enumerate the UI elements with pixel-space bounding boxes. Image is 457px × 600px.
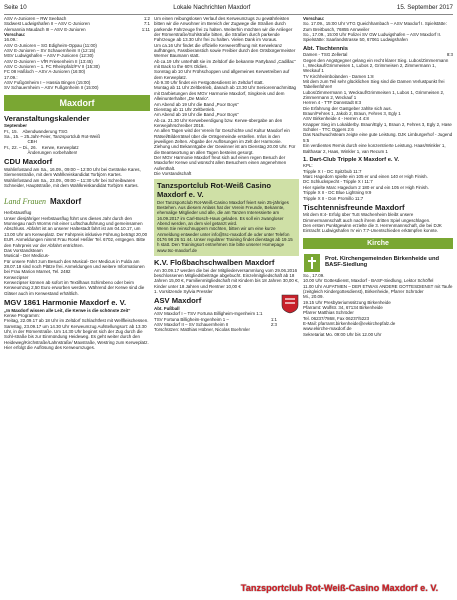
prot-title: Prot. Kirchengemeinden Birkenheide und BASF-Siedlung xyxy=(325,255,440,269)
kv-title: K.V. Floßbachschwalben Maxdorf xyxy=(154,257,275,267)
vorschau-label: Vorschau: xyxy=(4,32,26,38)
mgv-title: MGV 1861 Harmonie Maxdorf e. V. xyxy=(4,297,127,307)
asv-result-row: ASV Maxdorf I – TSV Fortuna Billigheim-Ingenheim 1:1 xyxy=(154,311,263,317)
results-list xyxy=(4,16,150,32)
result-row: Südwest Ludwigshafen II – ASV C-Junioren 7:1 xyxy=(4,21,150,27)
page-number: Seite 10 xyxy=(4,3,27,11)
kv-text: Am 30.09.17 werden die bei der Mitgliederversammlung vom 29.06.2016 beschlossenen Mitgliedsbeiträge abgebucht. Einzelmitgliedschaft ab 18 Jahren 15,00 €, Familienmitgliedschaft mit Kindern bis 18 Jahren 30,00 €, Kinder unter 18 Jahren und Rentner 10,00 € 1. Vorsitzende Sylvia Pressler xyxy=(154,267,299,294)
vorschau-item: 17.09.: xyxy=(4,74,18,80)
asv-result-row: ASV Maxdorf II – SV Schauernheim II 2:3 xyxy=(154,321,277,327)
cdu-text: Wahlinfostand am Sa., 16.09., 09:00 – 12:00 Uhr bei Getränke Kares, Siemensstraße, mit dem Wahlkreiskandidat Torbjörn Kartes. Wahlinfostand am Sa., 23.09., 09:00 – 11:30 Uhr bei Schreibwaren Schneider, Hauptstraße, mit dem Wahlkreiskandidat Torbjörn Kartes. xyxy=(4,167,141,189)
tischtennis-result: Damen - TSG Zellertal 8:3 xyxy=(303,52,453,58)
vorschau-item: ASV E-Junioren – SV Schauernheim II (12:15) xyxy=(4,48,96,54)
vorschau-item: ASV G-Junioren – SG Edigheim-Oppau (11:00) xyxy=(4,42,97,48)
mgv-motto: „In Maxdorf wissen alle Leit, die Kerwe is die schönste Zeit“ xyxy=(4,307,131,313)
calendar-item: Sa., 15. – 25.Jahr-Feier, Tanzsportclub Rot-Weiß xyxy=(4,134,101,140)
landfrauen-text: Herbstausflug Unser diesjähriger Herbstausflug führt uns dieses Jahr durch den Monnegau nach Worms mit einer Luftschauführung und gemeinsamen Abschluss. Abfahrt ist an unserer Haltestadt fahrt ist am 04.10.17, um 13.00 Uhr am Kerweplatz. Der Fahrpreis inklusive Führung beträgt 20,00 EUR. Anmeldungen nimmt Frau Rosel Heßler Tel. 6702, entgegen. Bitte den Fahrpreis vor der Abfahrt entrichten. Das Vorstandsteam Musical - Der Medicus- Für unsere Fahrt zum Besuch des Musical- Der Medicus in Fulda am 28.07.18 sind noch Plätze frei. Anmeldungen und weitere Informationen bei Frau Marion Marnet, Tel. 2482 Kerwezipser Kerwezipser können ab sofort im Textilhaus Schimbeno oder beim Kerweumzug 2,50 Euro erworben werden. Während der Kerwe sind die Gläser auch im Kerwestand erhältlich. xyxy=(4,210,148,296)
vorschau-label-right: Vorschau: xyxy=(303,16,325,21)
section-title: Lokale Nachrichten Maxdorf xyxy=(173,3,251,11)
tischtennis-text: Gegen den Angstgegner gelang ein recht klarer Sieg. Lubos/Zimmermann I., Weckauf/Grimmeisen 1, Lubos 2, Grimmeisen 2, Zimmermann 1, Weckauf 1 TV Kirchheimbolanden - Damen 1:8 Mit dem zum Teil sehr glücklichen Sieg sind die Damen Verlustpunkt frei Tabellenführer! Lubos/Zimmermann 1, Weckauf/Grimmeisen 1, Lubos 1, Grimmeisen 2, Zimmermann 2, Weckauf 1 Herren 4 - TTF Dannstadt 8:3 Die Erfahrung der Gastgeber zahlte sich aus. Braun/Fehres 1, Jakob 2, Braun, Fehres 3, Egly 1 ASV Birkenheide 4 - Herren 4 4:8 Knapper Sieg im Lokalderby. Braun/Egly 1, Braun 2, Fehres 3, Egly 2, Hase Schüler - TTC Oggers 2:6 Das Nachwuchsteam zeigte eine gute Leistung. DJK Limburgerhof - Jugend 5:5 Ein verdientes Remis durch eine konzentrierte Leistung. Haas/Winkler 1, Balthasar 2, Haas, Winkler 1, van Recum 1 xyxy=(303,57,453,154)
church-logo-icon xyxy=(303,253,321,273)
mgv-text: Kerwe Programm: Freitag, 22.09.17 ab 18 Uhr im Zeltdorf Schlachtfest mit Wellfleischessen. Samstag, 23.09.17 um 14.30 Uhr Kerweumzug Aufstellungsort: ab 13.30 Uhr, in der Römerstraße. Um 14.30 Uhr beginnt sich der Zug durch die Sohl-straße bis zur Einmündung Heideweg. Es geht weiter durch den Heideweg/Kirchstraße/Lahnstraße/ Maxstraße, Westring zum Kerweplatz. Hier erfolgt die Auflösung des Kerweumzuges. xyxy=(4,312,149,350)
asv-section xyxy=(154,294,299,332)
vorschau-item: ASV D-Junioren – VfR Friesenheim II (13:45) xyxy=(4,58,93,64)
tanzsport-text: Der Tanzsportclub Rot-Weiß-Casino Maxdorf feiert sein 25-jähriges Bestehen. Aus diesem Anlass hat der Verein Freunde, Bekannte, ehemalige Mitglieder und alle, die am Tanzen Interessierte am 16.09.2017 im Carl-Bosch-Haus geladen. Es soll ein zwangloser Abend werden, an dem viel getanzt wird. Wenn Sie reinschnuppern möchten, bitten wir um eine kurze Anmeldung entweder unter info@tsc-maxdorf.de oder unter Telefon 0176 98 26 51 44. Unser regulärer Training findet dienstags ab 19.15 h statt. Den Trainingsort entnehmen Sie bitte unserer Homepage www.tsc-maxdorf.de xyxy=(157,199,293,253)
asv-title: ASV Maxdorf xyxy=(154,296,202,306)
result-row: ASV A-Junioren – RW Seebach 1:2 xyxy=(4,16,150,21)
vorschau-item: FC 08 Haßloch – ASV A-Junioren (16:00) xyxy=(4,69,86,75)
dart-text: Tripple X I - DC Spitzbub 11:7 Marc Hagedorn spielte ein 105 er und einen 140 er High Finish. DC Schluckspecht - Tripple X I 11:7 Hier spielte Marc Hagedorn 2 180 er und ein 105 er High Finish. Tripple X II - DC Blue Lightning 9:9 Tripple X II - Don Promillo 11:7 xyxy=(303,168,429,201)
column-right xyxy=(303,16,453,337)
tanzsport-title: Tanzsportclub Rot-Weiß Casino Maxdorf e. V. xyxy=(157,181,272,199)
tischtennis-label: Abt. Tischtennis xyxy=(303,45,348,52)
maxdorf-banner: Maxdorf xyxy=(4,95,150,111)
calendar-month: September xyxy=(4,123,27,129)
prot-section xyxy=(303,253,453,273)
prot-text: So., 17.09. 10.00 Uhr Gottesdienst, Maxdorf - BASF-Siedlung, Lektor Schöffel 11.00 Uhr AUFATMEN – DER ETWAS ANDERE GOTTESDIENST mit Taufe (zeitgleich Kindergottesdienst), Birkenheide, Pfarrer Schröder Mi., 20.09. 19.15 Uhr Presbyteriumssitzung Birkenheide Pfarramt: Wolfstr. 34, 67134 Birkenheide Pfarrer Matthias Schröder Tel. 06237/7868, Fax 06237/5223 E-Mail: pfarramt.birkenheide@evkirchepfalz.de www.ekirche-maxdorf.de Sekretariat Mo. 09:00 Uhr bis 12.00 Uhr xyxy=(303,272,453,337)
kerwe-program-text: Um einen reibungslosen Verlauf des Kerweumzugs zu gewährleisten bitten wir die Anwohner im Bereich der Zugwege die Straßen durch parkende Fahrzeuge frei zu halten. Weiterhin möchten wir die Anlieger der Römerstraße/Sohlstraße bitten, die Straßen durch parkende Fahrzeuge ab 13.30 Uhr frei zu halten. Vielen Dank im Voraus. Um ca.16 Uhr findet die offizielle Kerweeröffnung mit Kerwekranz aufhängen, Fassbieranstich sowie Freibier durch den Ortsbürgermeister Werner Baumann statt. Ab ca.19 Uhr unterhält sie im Zeltdorf die bekannte Partyband „Cadillac“ mit Back to the 60’s Oldies. Sonntag ab 10 Uhr Frühschoppen und allgemeines Kerwetreiben auf dem Kerweplatz. Ab 9.30 Uhr findet ein Festgottesdienst im Zeltdorf statt. Montag ab 11 Uhr Zeltbetrieb, danach ab 13.30 Uhr Seniorennachmittag mit Darbietungen des MGV Harmonie Maxdorf, Singkreis und dem Alleinunterhalter „De Mario“. Am Abend ab 19 Uhr die Band „Poor Boys“ Dienstag ab 11 Uhr Zeltbetrieb. Am Abend ab 19 Uhr die Band „Poor Boys“ Ab ca. 21.30 Uhr Kerwebeerdigung bzw. Kerwe-übergabe an den Kerwejahrschreiber 2018. An allen Tagen wird der Verein für Geschichte und Kultur Maxdorf ein Rätsel/Bilderrätsel über die Ortsgemeinde erstellen. Infos in den jeweiligen Zelten. Abgabe der Auflösungen im Zelt der Harmonie. Ziehung und Bekanntgabe der Gewinner ist am Dienstag 20.00 Uhr. Für die Beantwortung an allen Tagen besteins gesorgt. Der MGV Harmonie Maxdorf freut sich auf einen regen Besuch der Maxdorfer Kerwe und wünscht allen Besuchern einen angenehmen Aufenthalt. Die Vorstandschaft xyxy=(154,16,297,176)
vorschau-item: SV Schauernheim – ASV Fußgönheim II (15:00) xyxy=(4,85,99,91)
vorschau-item: ASV C-Junioren – 1. FC Rheinpfalz/FV II (15:30) xyxy=(4,64,100,70)
calendar-item: Änderungen vorbehalten! xyxy=(4,150,78,156)
asv-result-row: TSV Fortuna Billigheim-Ingenheim 1 – 1:1 xyxy=(154,316,277,322)
asv-crest-icon xyxy=(281,294,299,314)
issue-date: 15. September 2017 xyxy=(396,3,453,11)
tanzsport-box xyxy=(154,179,299,256)
landfrauen-logo-text: Land Frauen xyxy=(4,196,46,206)
column-left xyxy=(4,16,150,350)
ttf-title: Tischtennisfreunde Maxdorf xyxy=(303,202,405,212)
vorschau-text-right: So. 17.09., 15:00 Uhr VTG Queichhambach – ASV Maxdorf I. Spielstätte: Zum Breitbusch, 76855 Annweiler So., 17.09., 15:00 Uhr Polizei SV GW Ludwigshafen – ASV Maxdorf II. Spielstätte: Saarlandstrasse 50, 67061 Ludwigshafen xyxy=(303,21,447,43)
kirche-banner: Kirche xyxy=(303,238,453,249)
dart-title: 1. Dart-Club Tripple X Maxdorf e. V. xyxy=(303,156,400,163)
tanzsport-ad-banner: Tanzsportclub Rot-Weiß-Casino Maxdorf e. V. xyxy=(240,582,439,593)
calendar-item: Fr., 15. Abendwanderung TSG xyxy=(4,128,68,134)
vorschau-item: MSV Ludwigshafen – ASV F-Junioren (12:30) xyxy=(4,53,94,59)
cdu-title: CDU Maxdorf xyxy=(4,157,53,167)
vorschau-item: ASV Fußgönheim I – Hassia Bingen (15:00) xyxy=(4,80,91,86)
column-middle xyxy=(154,16,299,333)
dart-subtitle: KPL: xyxy=(303,163,313,169)
ttf-text: Mit dem 8:4- Erfolg über TuS Wachenheim bleibt unsere Dimmermannschaft auch nach ihrem dritten Spiel ungeschlagen. Den ersten Punktgewinn erzielte die 3. Herrenmannschaft, die bei DJK Eintracht Ludwigshafen IV ein 7:7-Unentschieden erkämpfen konnte. xyxy=(303,212,442,234)
landfrauen-logo xyxy=(4,192,150,210)
calendar-title: Veranstaltungskalender xyxy=(4,113,90,123)
asv-footer: Torschützen: Matthias Hübner, Nicolas Boehmler xyxy=(154,327,250,333)
result-row: Alemannia Maudach III – ASV E-Junioren 1:11 xyxy=(4,26,150,32)
calendar-item: Fr., 22. – Di., 26. Kerwe, Kerweplatz xyxy=(4,144,79,150)
calendar-item: CBH xyxy=(4,139,37,145)
landfrauen-title: Maxdorf xyxy=(50,196,82,206)
asv-subtitle: Abt. Fußball xyxy=(154,305,180,311)
vorschau-date: 16.09.: xyxy=(4,37,18,43)
page-header xyxy=(4,0,453,15)
